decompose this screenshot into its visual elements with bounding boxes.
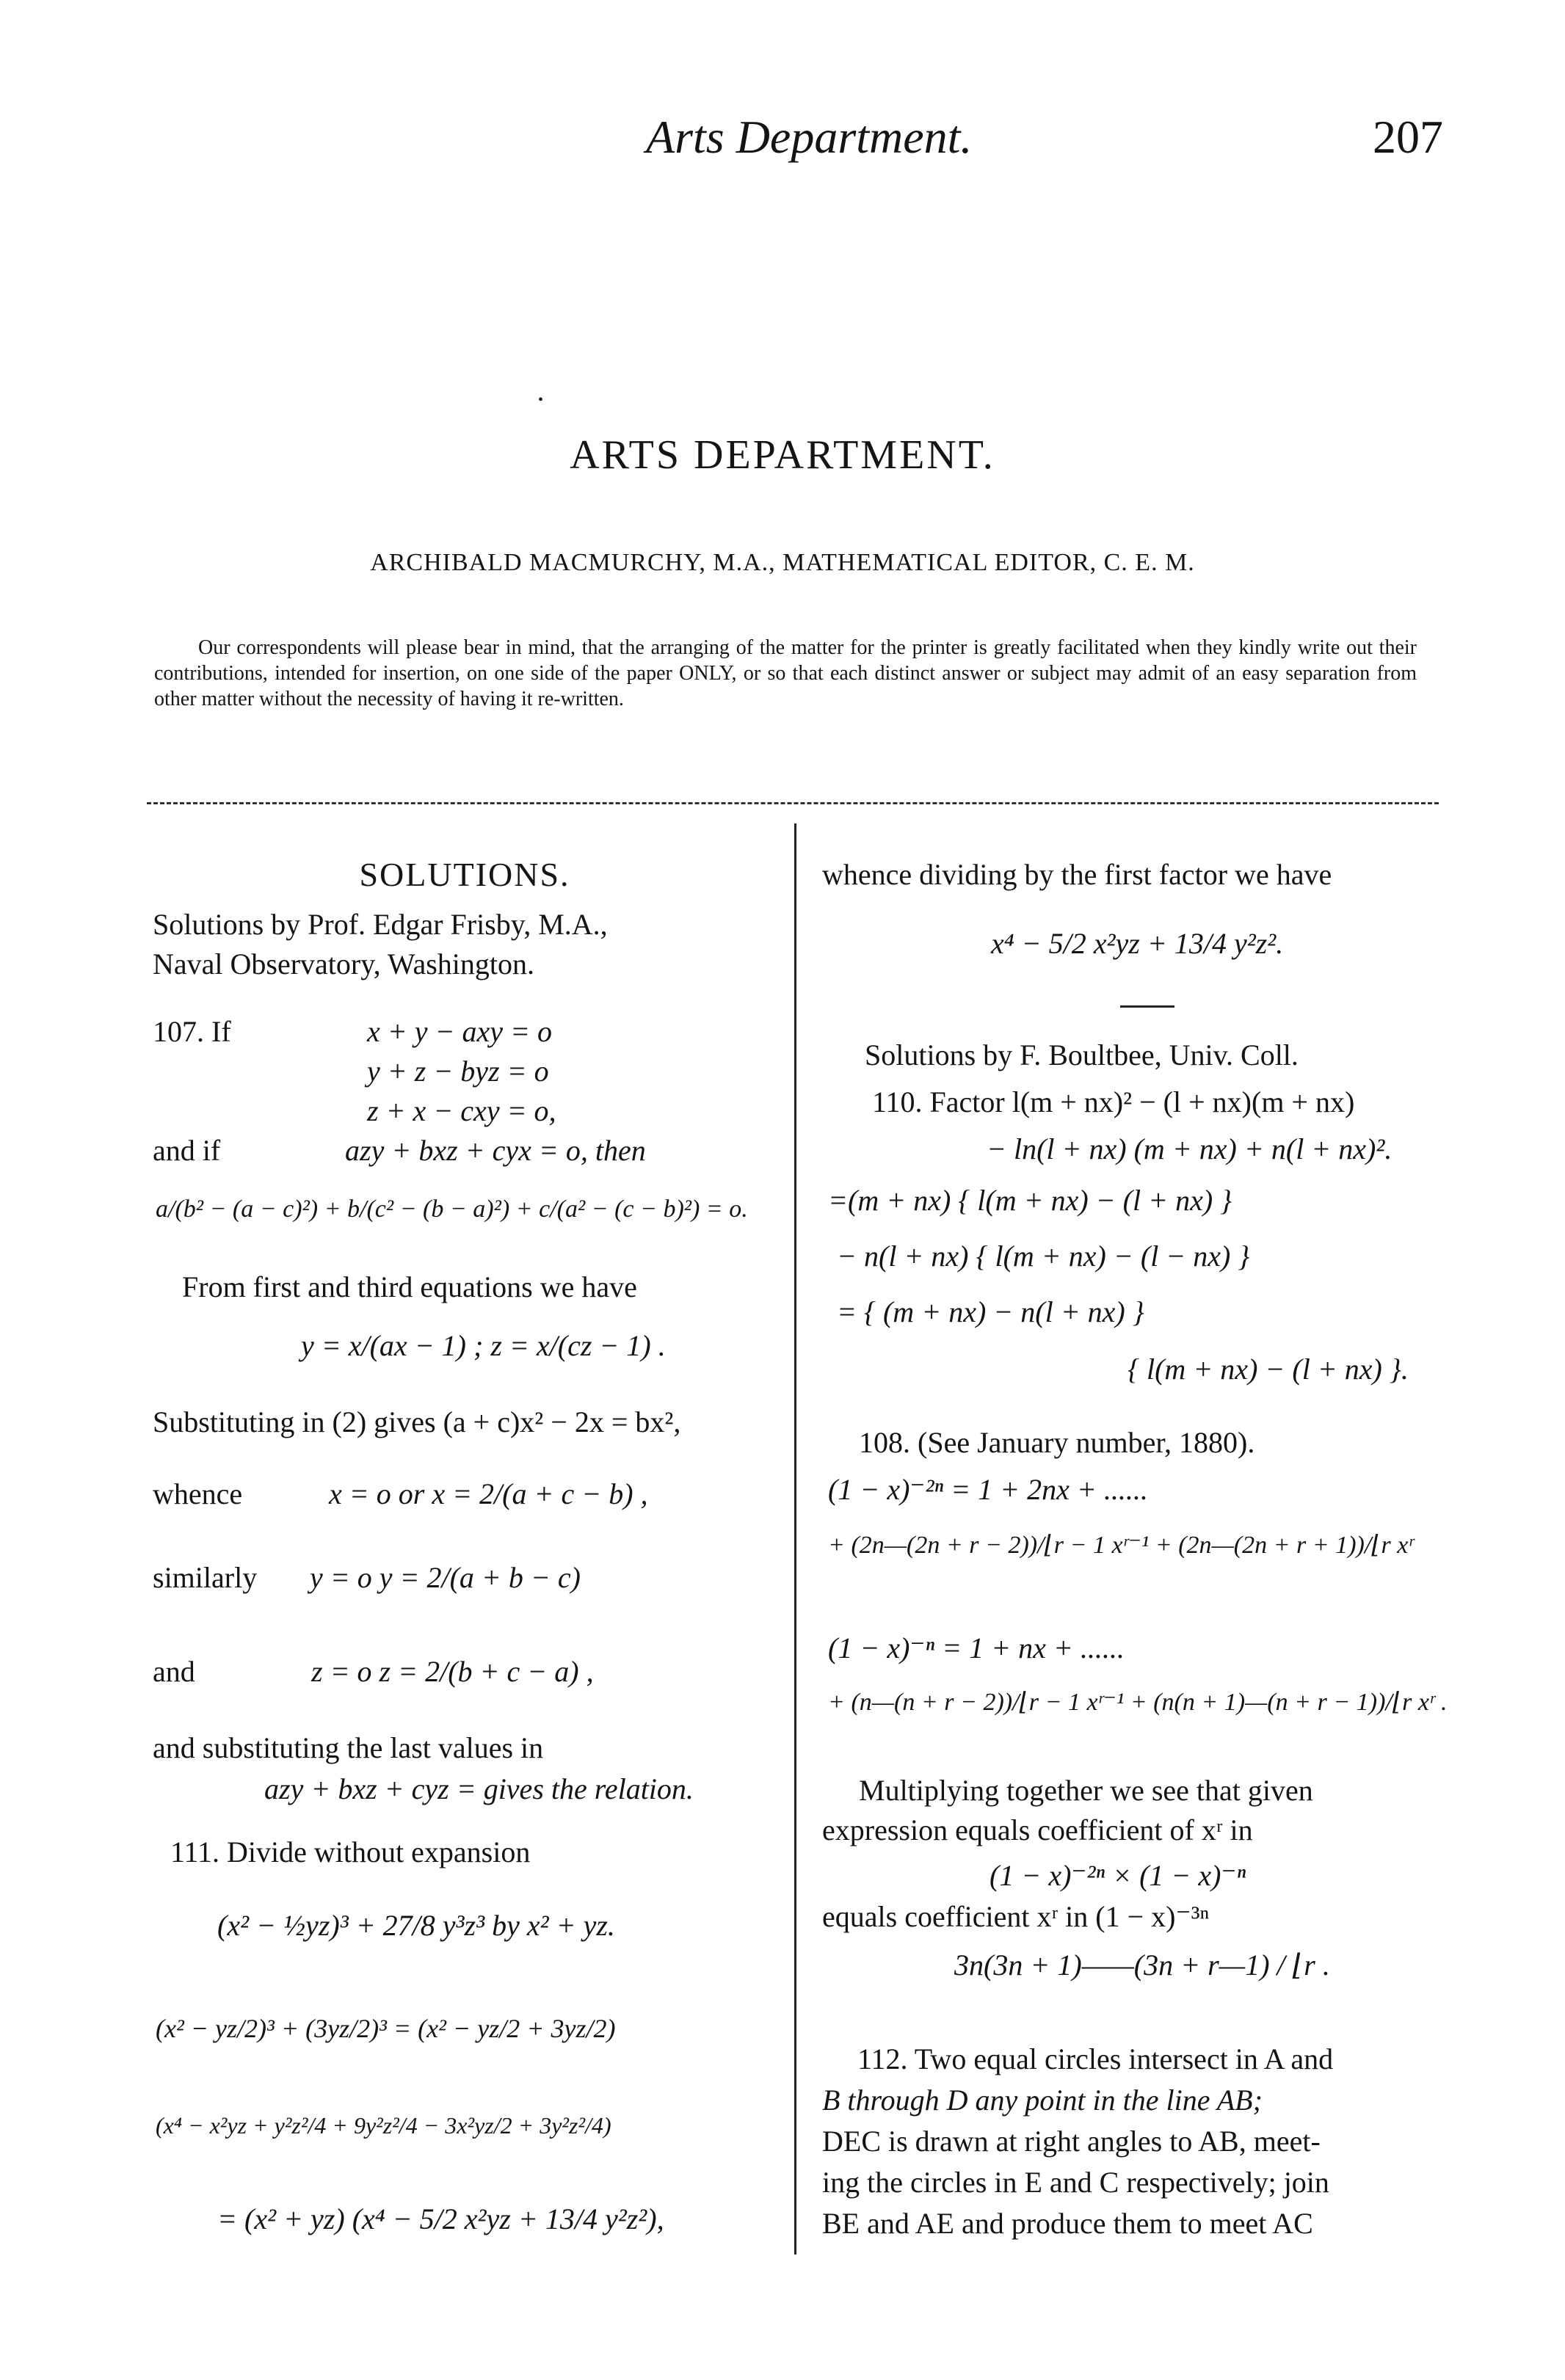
- problem-112-line-4: ing the circles in E and C respectively; join: [822, 2166, 1329, 2199]
- similarly-expression: y = o y = 2/(a + b − c): [310, 1561, 581, 1594]
- short-rule: [1120, 1005, 1174, 1008]
- section-divider: [147, 802, 1439, 804]
- series-2: (1 − x)⁻ⁿ = 1 + nx + ......: [828, 1631, 1125, 1664]
- and-label: and: [153, 1655, 195, 1688]
- series-1: (1 − x)⁻²ⁿ = 1 + 2nx + ......: [828, 1473, 1148, 1506]
- equation-3: z + x − cxy = o,: [367, 1094, 556, 1127]
- similarly-label: similarly: [153, 1561, 258, 1594]
- problem-110-line-2: − ln(l + nx) (m + nx) + n(l + nx)².: [987, 1132, 1392, 1165]
- cube-line: (x² − yz/2)³ + (3yz/2)³ = (x² − yz/2 + 3yz/2): [156, 2014, 616, 2043]
- page-number: 207: [1373, 111, 1443, 163]
- running-title: Arts Department.: [646, 111, 973, 163]
- y-z-expression: y = x/(ax − 1) ; z = x/(cz − 1) .: [301, 1329, 666, 1362]
- correspondents-notice: Our correspondents will please bear in mind, that the arranging of the matter for the printer is greatly facilitated when they kindly write out their contributions, intended for insertion, on one side of the paper ONLY, or so that each distinct answer or subject may admit of an easy separation from other matter without the necessity of having it re-written.: [154, 636, 1417, 710]
- problem-111: 111. Divide without expansion: [170, 1835, 531, 1868]
- column-divider: [794, 823, 796, 2255]
- problem-112-line-5: BE and AE and produce them to meet AC: [822, 2207, 1313, 2240]
- whence-expression: x = o or x = 2/(a + c − b) ,: [329, 1477, 648, 1510]
- problem-107-label: 107. If: [153, 1015, 231, 1048]
- and-substituting-text: and substituting the last values in: [153, 1731, 544, 1764]
- quotient-expression: x⁴ − 5/2 x²yz + 13/4 y²z².: [991, 927, 1284, 960]
- from-first-text: From first and third equations we have: [182, 1270, 637, 1303]
- problem-110-line-4: − n(l + nx) { l(m + nx) − (l − nx) }: [837, 1240, 1250, 1273]
- problem-110-line-3: =(m + nx) { l(m + nx) − (l + nx) }: [828, 1184, 1232, 1217]
- problem-110-line-5: = { (m + nx) − n(l + nx) }: [837, 1295, 1144, 1328]
- multiplying-line-1: Multiplying together we see that given: [859, 1774, 1313, 1807]
- substituting-text: Substituting in (2) gives (a + c)x² − 2x = bx²,: [153, 1405, 681, 1438]
- left-byline-1: Solutions by Prof. Edgar Frisby, M.A.,: [153, 908, 608, 941]
- gives-relation-text: azy + bxz + cyz = gives the relation.: [264, 1772, 694, 1805]
- problem-112-line-1: 112. Two equal circles intersect in A and: [857, 2042, 1334, 2075]
- left-byline-2: Naval Observatory, Washington.: [153, 947, 534, 980]
- multiplying-line-4: equals coefficient xʳ in (1 − x)⁻³ⁿ: [822, 1900, 1210, 1933]
- whence-dividing-text: whence dividing by the first factor we have: [822, 858, 1332, 891]
- multiplying-line-5: 3n(3n + 1)——(3n + r—1) / ⌊r .: [954, 1948, 1330, 1981]
- page-title: ARTS DEPARTMENT.: [570, 432, 995, 478]
- series-2-terms: + (n—(n + r − 2))/⌊r − 1 xʳ⁻¹ + (n(n + 1)—(n + r − 1))/⌊r xʳ .: [828, 1689, 1448, 1716]
- problem-112-line-3: DEC is drawn at right angles to AB, meet-: [822, 2125, 1321, 2158]
- equation-2: y + z − byz = o: [367, 1055, 549, 1088]
- right-byline: Solutions by F. Boultbee, Univ. Coll.: [865, 1038, 1299, 1071]
- solutions-heading: SOLUTIONS.: [359, 856, 570, 893]
- stray-dot: •: [538, 392, 544, 408]
- problem-112-line-2: B through D any point in the line AB;: [822, 2084, 1263, 2117]
- parenthesis-line: (x⁴ − x²yz + y²z²/4 + 9y²z²/4 − 3x²yz/2 + 3y²z²/4): [156, 2112, 611, 2139]
- problem-110: 110. Factor l(m + nx)² − (l + nx)(m + nx): [872, 1085, 1355, 1118]
- multiplying-line-3: (1 − x)⁻²ⁿ × (1 − x)⁻ⁿ: [990, 1859, 1246, 1892]
- editor-line: ARCHIBALD MACMURCHY, M.A., MATHEMATICAL EDITOR, C. E. M.: [370, 549, 1195, 576]
- equation-4: azy + bxz + cyx = o, then: [345, 1134, 646, 1167]
- fraction-relation: a/(b² − (a − c)²) + b/(c² − (b − a)²) + c/(a² − (c − b)²) = o.: [156, 1196, 748, 1223]
- and-if-label: and if: [153, 1134, 221, 1167]
- problem-108: 108. (See January number, 1880).: [859, 1426, 1255, 1459]
- series-1-terms: + (2n—(2n + r − 2))/⌊r − 1 xʳ⁻¹ + (2n—(2n + r + 1))/⌊r xʳ: [828, 1532, 1414, 1559]
- whence-label: whence: [153, 1477, 243, 1510]
- multiplying-line-2: expression equals coefficient of xʳ in: [822, 1813, 1253, 1846]
- equation-1: x + y − axy = o: [367, 1015, 552, 1048]
- divide-expression: (x² − ½yz)³ + 27/8 y³z³ by x² + yz.: [217, 1909, 615, 1942]
- result-line: = (x² + yz) (x⁴ − 5/2 x²yz + 13/4 y²z²),: [217, 2202, 664, 2235]
- and-expression: z = o z = 2/(b + c − a) ,: [311, 1655, 594, 1688]
- problem-110-line-6: { l(m + nx) − (l + nx) }.: [1128, 1353, 1409, 1386]
